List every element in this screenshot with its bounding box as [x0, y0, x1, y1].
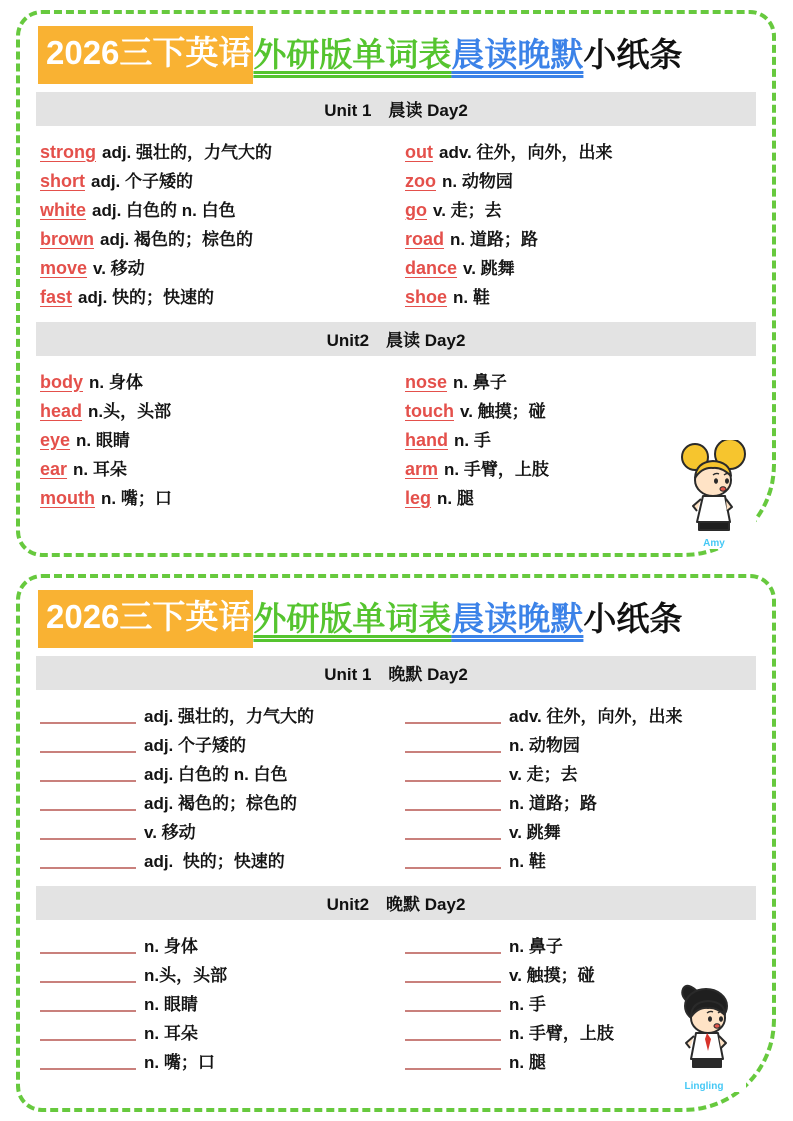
vocab-row [405, 849, 754, 874]
chinese-definition: v. 走；去 [509, 764, 578, 784]
vocab-row [40, 256, 389, 281]
vocab-row [405, 704, 754, 729]
vocab-row [40, 370, 389, 395]
vocab-row [40, 428, 389, 453]
english-word: leg [405, 487, 432, 508]
vocab-row [40, 140, 389, 165]
vocab-row [405, 169, 754, 194]
vocab-column [40, 136, 389, 314]
english-word: short [40, 170, 85, 191]
mascot-name-label: Lingling [684, 1081, 724, 1092]
chinese-definition: n. 道路；路 [509, 793, 597, 813]
answer-blank [40, 826, 136, 840]
vocab-row [40, 849, 389, 874]
vocab-columns [36, 928, 756, 1083]
vocab-row [40, 1021, 389, 1046]
chinese-definition: n.头，头部 [144, 965, 228, 985]
chinese-definition: n.头，头部 [88, 401, 172, 421]
chinese-definition: n. 动物园 [509, 735, 580, 755]
unit-header: Unit2 晨读 Day2 [36, 322, 756, 356]
vocab-column [40, 930, 389, 1079]
answer-blank [40, 998, 136, 1012]
chinese-definition: n. 嘴；口 [144, 1052, 215, 1072]
evening-dictation-panel [16, 574, 776, 1112]
english-word: dance [405, 257, 458, 278]
answer-blank [405, 1056, 501, 1070]
answer-blank [405, 768, 501, 782]
chinese-definition: adj. 褐色的；棕色的 [144, 793, 298, 813]
vocab-column [40, 366, 389, 515]
vocab-row [40, 399, 389, 424]
chinese-definition: adj. 白色的 n. 白色 [92, 200, 236, 220]
answer-blank [40, 855, 136, 869]
chinese-definition: adv. 往外，向外，出来 [438, 142, 613, 162]
english-word: strong [40, 141, 96, 162]
vocab-columns [36, 134, 756, 318]
title-series: 外研版单词表 [253, 599, 452, 637]
answer-blank [405, 998, 501, 1012]
vocab-sections [36, 656, 756, 1083]
chinese-definition: n. 鼻子 [453, 372, 507, 392]
chinese-definition: v. 移动 [144, 822, 196, 842]
vocab-row [40, 169, 389, 194]
vocab-row [40, 704, 389, 729]
chinese-definition: adj. 强壮的，力气大的 [102, 142, 273, 162]
title-mode: 晨读晚默 [451, 35, 584, 73]
vocab-row [405, 820, 754, 845]
vocab-row [40, 285, 389, 310]
mascot-amy [672, 440, 756, 549]
answer-blank [405, 969, 501, 983]
chinese-definition: n. 眼睛 [76, 430, 130, 450]
english-word: zoo [405, 170, 436, 191]
mascot-lingling [662, 979, 746, 1092]
english-word: road [405, 228, 445, 249]
vocab-row [405, 140, 754, 165]
unit-header: Unit 1 晨读 Day2 [36, 92, 756, 126]
chinese-definition: n. 手 [509, 994, 546, 1014]
answer-blank [40, 710, 136, 724]
vocab-row [405, 934, 754, 959]
vocab-row [40, 820, 389, 845]
chinese-definition: adj. 强壮的，力气大的 [144, 706, 315, 726]
english-word: ear [40, 458, 68, 479]
english-word: hand [405, 429, 448, 450]
answer-blank [405, 1027, 501, 1041]
chinese-definition: n. 眼睛 [144, 994, 198, 1014]
english-word: out [405, 141, 433, 162]
answer-blank [40, 797, 136, 811]
answer-blank [40, 768, 136, 782]
english-word: shoe [405, 286, 448, 307]
answer-blank [40, 1056, 136, 1070]
title-badge: 2026三下英语 [38, 590, 253, 648]
title-mode: 晨读晚默 [451, 599, 584, 637]
english-word: brown [40, 228, 94, 249]
mascot-name-label: Amy [703, 538, 725, 549]
english-word: arm [405, 458, 439, 479]
vocab-row [405, 791, 754, 816]
chinese-definition: adj. 个子矮的 [91, 171, 194, 191]
vocab-row [405, 198, 754, 223]
vocab-row [405, 370, 754, 395]
title-suffix: 小纸条 [583, 35, 683, 73]
chinese-definition: v. 移动 [93, 258, 145, 278]
chinese-definition: adj. 快的；快速的 [144, 851, 285, 871]
vocab-column [40, 700, 389, 878]
vocab-row [40, 992, 389, 1017]
chinese-definition: n. 鞋 [509, 851, 546, 871]
vocab-row [40, 1050, 389, 1075]
chinese-definition: n. 耳朵 [73, 459, 127, 479]
chinese-definition: n. 身体 [144, 936, 198, 956]
english-word: move [40, 257, 88, 278]
chinese-definition: n. 手臂，上肢 [509, 1023, 614, 1043]
vocab-row [40, 198, 389, 223]
chinese-definition: n. 腿 [437, 488, 474, 508]
vocab-row [40, 963, 389, 988]
answer-blank [405, 797, 501, 811]
chinese-definition: n. 动物园 [442, 171, 513, 191]
vocab-row [405, 256, 754, 281]
english-word: fast [40, 286, 73, 307]
answer-blank [40, 1027, 136, 1041]
chinese-definition: adj. 白色的 n. 白色 [144, 764, 288, 784]
chinese-definition: adj. 个子矮的 [144, 735, 247, 755]
chinese-definition: n. 鞋 [453, 287, 490, 307]
answer-blank [405, 940, 501, 954]
morning-reading-panel [16, 10, 776, 557]
unit-header: Unit 1 晚默 Day2 [36, 656, 756, 690]
answer-blank [405, 855, 501, 869]
english-word: eye [40, 429, 71, 450]
chinese-definition: n. 鼻子 [509, 936, 563, 956]
vocab-sections [36, 92, 756, 519]
title-suffix: 小纸条 [583, 599, 683, 637]
chinese-definition: adj. 褐色的；棕色的 [100, 229, 254, 249]
answer-blank [40, 969, 136, 983]
vocab-row [40, 733, 389, 758]
answer-blank [40, 940, 136, 954]
chinese-definition: n. 道路；路 [450, 229, 538, 249]
title-badge: 2026三下英语 [38, 26, 253, 84]
chinese-definition: n. 嘴；口 [100, 488, 172, 508]
answer-blank [405, 826, 501, 840]
english-word: body [40, 371, 83, 392]
vocab-columns [36, 698, 756, 882]
chinese-definition: n. 手臂，上肢 [444, 459, 549, 479]
vocab-row [40, 934, 389, 959]
answer-blank [40, 739, 136, 753]
chinese-definition: v. 跳舞 [509, 822, 561, 842]
chinese-definition: n. 手 [454, 430, 491, 450]
english-word: head [40, 400, 83, 421]
vocab-row [405, 399, 754, 424]
vocab-column [405, 136, 754, 314]
vocab-row [405, 285, 754, 310]
english-word: go [405, 199, 427, 220]
english-word: nose [405, 371, 448, 392]
chinese-definition: adv. 往外，向外，出来 [509, 706, 683, 726]
page-title [38, 26, 756, 84]
english-word: touch [405, 400, 454, 421]
vocab-row [40, 791, 389, 816]
vocab-columns [36, 364, 756, 519]
vocab-row [40, 762, 389, 787]
vocab-row [405, 762, 754, 787]
vocab-row [405, 227, 754, 252]
vocab-row [40, 457, 389, 482]
unit-header: Unit2 晚默 Day2 [36, 886, 756, 920]
chinese-definition: n. 耳朵 [144, 1023, 198, 1043]
vocab-row [40, 486, 389, 511]
english-word: white [40, 199, 87, 220]
english-word: mouth [40, 487, 95, 508]
chinese-definition: v. 跳舞 [463, 258, 515, 278]
chinese-definition: n. 腿 [509, 1052, 546, 1072]
chinese-definition: v. 触摸；碰 [509, 965, 595, 985]
vocab-column [405, 700, 754, 878]
chinese-definition: adj. 快的；快速的 [78, 287, 215, 307]
vocab-row [40, 227, 389, 252]
chinese-definition: v. 触摸；碰 [460, 401, 546, 421]
title-series: 外研版单词表 [253, 35, 452, 73]
page-title [38, 590, 756, 648]
answer-blank [405, 710, 501, 724]
chinese-definition: v. 走；去 [433, 200, 502, 220]
vocab-row [405, 733, 754, 758]
chinese-definition: n. 身体 [89, 372, 143, 392]
answer-blank [405, 739, 501, 753]
